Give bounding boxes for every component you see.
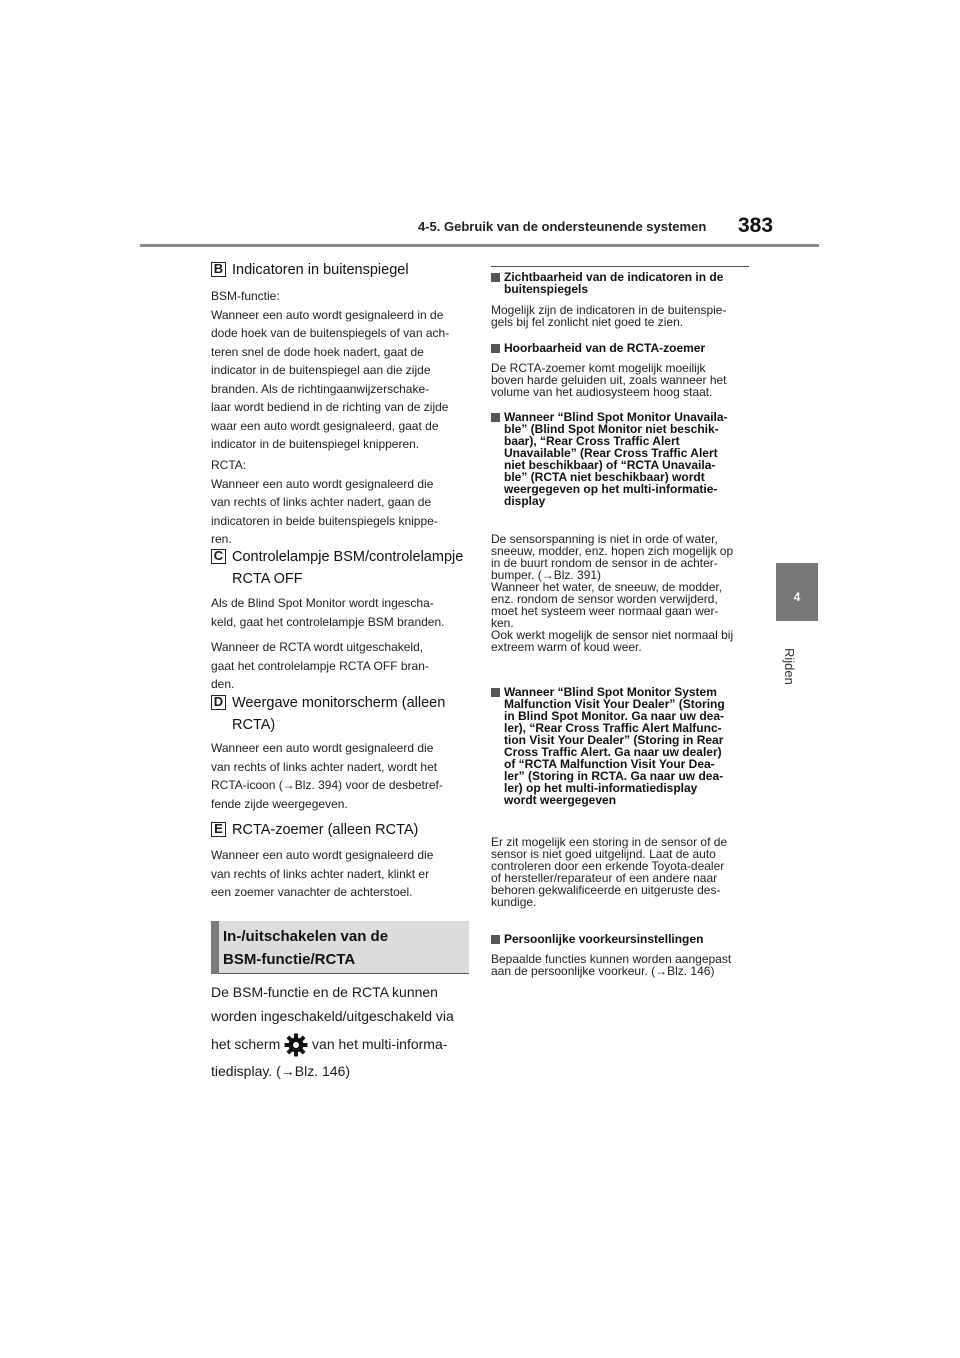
heading-line: Persoonlijke voorkeursinstellingen	[504, 932, 704, 946]
item-e-paragraph	[211, 846, 433, 902]
text-line: gaat het controlelampje RCTA OFF bran-	[211, 658, 429, 673]
text-line: Mogelijk zijn de indicatoren in de buitenspie-	[491, 303, 727, 317]
text-line: Wanneer een auto wordt gesignaleerd die	[211, 848, 434, 862]
item-d-title	[232, 692, 445, 736]
text-line: Bepaalde functies kunnen worden aangepast	[491, 952, 732, 966]
heading-line: display	[504, 494, 546, 508]
chapter-label: Rijden	[782, 648, 797, 685]
text-line	[211, 1033, 469, 1057]
chapter-number: 4	[793, 590, 801, 604]
text-line: van rechts of links achter nadert, gaan de	[211, 495, 432, 509]
heading-line: ble” (Blind Spot Monitor niet beschik-	[504, 422, 719, 436]
heading-line: Hoorbaarheid van de RCTA-zoemer	[504, 341, 706, 355]
text-line: RCTA-icoon (→Blz. 394) voor de desbetref-	[211, 778, 443, 792]
title-line: RCTA)	[232, 717, 276, 733]
text-line: Er zit mogelijk een storing in de sensor of de	[491, 835, 728, 849]
item-b-paragraph-rcta	[211, 456, 438, 549]
heading-line: buitenspiegels	[504, 282, 589, 296]
note-body-malfunction	[491, 836, 749, 908]
text-line: Als de Blind Spot Monitor wordt ingescha-	[211, 596, 434, 610]
callout-letter-b: B	[211, 262, 226, 277]
heading-line: Wanneer “Blind Spot Monitor System	[504, 685, 717, 699]
text-line: BSM-functie:	[211, 289, 280, 303]
text-line: waar een auto wordt gesignaleerd, gaat de	[211, 418, 439, 433]
section-accent-bar	[211, 921, 219, 974]
gear-icon	[284, 1033, 308, 1057]
text-line: in de buurt rondom de sensor in de achter-	[491, 556, 718, 570]
note-body-audibility	[491, 362, 749, 398]
text-line: ken.	[491, 616, 514, 630]
item-d-paragraph	[211, 739, 443, 813]
item-b-paragraph-bsm	[211, 287, 449, 454]
text-line: keld, gaat het controlelampje BSM branden.	[211, 614, 445, 629]
text-line: De RCTA-zoemer komt mogelijk moeilijk	[491, 361, 706, 375]
heading-line: in Blind Spot Monitor. Ga naar uw dea-	[504, 709, 725, 723]
text-line: Wanneer het water, de sneeuw, de modder,	[491, 580, 723, 594]
callout-letter-c: C	[211, 549, 226, 564]
text-line: Wanneer de RCTA wordt uitgeschakeld,	[211, 640, 424, 654]
bullet-square-icon	[491, 413, 500, 422]
text-line: sneeuw, modder, enz. hopen zich mogelijk op	[491, 544, 734, 558]
text-line: De sensorspanning is niet in orde of water,	[491, 532, 718, 546]
section-title	[223, 925, 388, 971]
heading-line: baar), “Rear Cross Traffic Alert	[504, 434, 680, 448]
bullet-square-icon	[491, 273, 500, 282]
heading-line: ler) op het multi-informatiedisplay	[504, 781, 698, 795]
text-line: fende zijde weergegeven.	[211, 796, 348, 811]
text-line: kundige.	[491, 895, 537, 909]
title-line: Weergave monitorscherm (alleen	[232, 695, 446, 711]
heading-line: niet beschikbaar) of “RCTA Unavaila-	[504, 458, 716, 472]
text-line: gels bij fel zonlicht niet goed te zien.	[491, 315, 684, 329]
title-line: In-/uitschakelen van de	[223, 928, 389, 945]
text-line: bumper. (→Blz. 391)	[491, 568, 602, 582]
text-line: ren.	[211, 532, 232, 546]
heading-line: Unavailable” (Rear Cross Traffic Alert	[504, 446, 718, 460]
text-line: van rechts of links achter nadert, klinkt er	[211, 866, 430, 881]
note-body-visibility	[491, 304, 749, 328]
item-c-title	[232, 546, 463, 590]
page-number: 383	[738, 214, 774, 237]
item-c-paragraph-2	[211, 638, 429, 694]
title-line: BSM-functie/RCTA	[223, 951, 356, 968]
note-heading-preferences	[491, 933, 703, 945]
text-line: enz. rondom de sensor worden verwijderd,	[491, 592, 718, 606]
text-line: een zoemer vanachter de achterstoel.	[211, 885, 413, 899]
bullet-square-icon	[491, 344, 500, 353]
section-header: 4-5. Gebruik van de ondersteunende systemen	[418, 219, 707, 234]
item-b-title: Indicatoren in buitenspiegel	[232, 262, 409, 278]
text-line: RCTA:	[211, 458, 247, 472]
text-line: indicator in de buitenspiegel aan die zijde	[211, 363, 431, 377]
text-line: teren snel de dode hoek nadert, gaat de	[211, 344, 424, 359]
right-column-top-rule	[491, 266, 749, 267]
title-line: RCTA OFF	[232, 571, 303, 587]
item-e-title: RCTA-zoemer (alleen RCTA)	[232, 822, 419, 838]
text-line: indicatoren in beide buitenspiegels knippe-	[211, 513, 438, 528]
item-c-paragraph-1	[211, 594, 444, 631]
heading-line: Malfunction Visit Your Dealer” (Storing	[504, 697, 725, 711]
text-line: branden. Als de richtingaanwijzerschake-	[211, 381, 430, 396]
text-line: extreem warm of koud weer.	[491, 640, 642, 654]
text-line: moet het systeem weer normaal gaan wer-	[491, 604, 719, 618]
note-heading-malfunction	[491, 686, 725, 806]
text-line: Ook werkt mogelijk de sensor niet normaal bij	[491, 628, 734, 642]
note-body-preferences	[491, 953, 749, 977]
text-line: controleren door een erkende Toyota-dealer	[491, 859, 725, 873]
heading-line: ble” (RCTA niet beschikbaar) wordt	[504, 470, 705, 484]
text-line: aan de persoonlijke voorkeur. (→Blz. 146)	[491, 964, 715, 978]
text-line: Wanneer een auto wordt gesignaleerd in de	[211, 307, 444, 322]
text-line: volume van het audiosysteem hoog staat.	[491, 385, 713, 399]
note-body-unavailable	[491, 533, 749, 653]
text-line: of hersteller/reparateur of een andere naar	[491, 871, 718, 885]
note-heading-unavailable	[491, 411, 728, 507]
text-line: tiedisplay. (→Blz. 146)	[211, 1063, 351, 1080]
callout-letter-d: D	[211, 695, 226, 710]
heading-line: Cross Traffic Alert. Ga naar uw dealer)	[504, 745, 722, 759]
section-heading-box	[211, 921, 469, 974]
header-divider	[140, 244, 819, 247]
heading-line: Zichtbaarheid van de indicatoren in de	[504, 270, 724, 284]
text-line: indicator in de buitenspiegel knipperen.	[211, 437, 420, 451]
heading-line: wordt weergegeven	[504, 793, 617, 807]
text-line: laar wordt bediend in de richting van de zijde	[211, 400, 449, 414]
chapter-tab	[776, 563, 818, 621]
text-line: den.	[211, 677, 235, 691]
heading-line: tion Visit Your Dealer” (Storing in Rear	[504, 733, 724, 747]
heading-line: of “RCTA Malfunction Visit Your Dea-	[504, 757, 715, 771]
bullet-square-icon	[491, 688, 500, 697]
text-line: worden ingeschakeld/uitgeschakeld via	[211, 1007, 454, 1024]
text-line: dode hoek van de buitenspiegels of van ach-	[211, 326, 450, 340]
callout-letter-e: E	[211, 822, 226, 837]
title-line: Controlelampje BSM/controlelampje	[232, 549, 464, 565]
text-line: behoren gekwalificeerde en uitgeruste des-	[491, 883, 721, 897]
note-heading-visibility	[491, 271, 723, 295]
heading-line: ler), “Rear Cross Traffic Alert Malfunc-	[504, 721, 722, 735]
heading-line: weergegeven op het multi-informatie-	[504, 482, 718, 496]
text-line: Wanneer een auto wordt gesignaleerd die	[211, 741, 434, 755]
bullet-square-icon	[491, 935, 500, 944]
text-line: boven harde geluiden uit, zoals wanneer het	[491, 373, 727, 387]
heading-line: ler” (Storing in RCTA. Ga naar uw dea-	[504, 769, 724, 783]
heading-line: Wanneer “Blind Spot Monitor Unavaila-	[504, 410, 728, 424]
note-heading-audibility	[491, 342, 705, 354]
text-line: Wanneer een auto wordt gesignaleerd die	[211, 476, 434, 491]
toggle-instructions	[211, 981, 469, 1084]
text-line: sensor is niet goed uitgelijnd. Laat de auto	[491, 847, 716, 861]
text-fragment: het scherm	[211, 1036, 281, 1052]
text-line: van rechts of links achter nadert, wordt het	[211, 759, 438, 774]
text-line: De BSM-functie en de RCTA kunnen	[211, 984, 438, 1000]
text-fragment: van het multi-informa-	[312, 1036, 448, 1052]
